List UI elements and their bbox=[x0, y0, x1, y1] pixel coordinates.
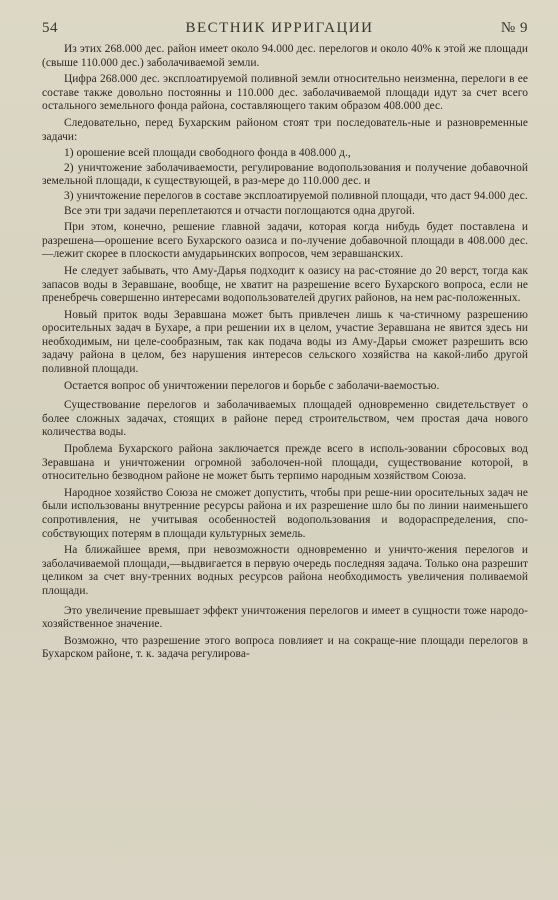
paragraph: Остается вопрос об уничтожении перелогов и борьбе с заболачи-ваемостью. bbox=[64, 379, 440, 392]
paragraph: Цифра 268.000 дес. эксплоатируемой поливной земли относительно неизменна, перелоги в ее составе также довольно постоянны и 110.000 дес. заболачиваемой площади идут за счет всего остального земельного фонда района, составляющего таким образом 408.000 дес. bbox=[42, 73, 528, 113]
paragraph: Народное хозяйство Союза не сможет допустить, чтобы при реше-нии оросительных задач не были использованы внутренние ресурсы района и их разрешение шло бы по линии наименьшего сопротивления, не учитывая особенностей водопользования и водораспределения, спо-собствующих потерям в площади культурных земель. bbox=[42, 486, 528, 540]
list-item: 2) уничтожение заболачиваемости, регулирование водопользования и получение добавочной земельной площади, к существующей, в раз-мере до 110.000 дес. и bbox=[42, 161, 528, 188]
journal-title: ВЕСТНИК ИРРИГАЦИИ bbox=[185, 20, 374, 36]
page-number: 54 bbox=[42, 20, 58, 36]
issue-number: № 9 bbox=[500, 20, 528, 36]
paragraph: Не следует забывать, что Аму-Дарья подходит к оазису на рас-стояние до 20 верст, тогда как запасов воды в Зеравшане, вообще, не хватит на разрешение всего Бухарского вопроса, если не пренебречь совершенно интересами водопользователей других районов, на нем рас-положенных. bbox=[42, 264, 528, 305]
paragraph: На ближайшее время, при невозможности одновременно и уничто-жения перелогов и заболачиваемой площади,—выдвигается в первую очередь последняя задача. Только она разрешит целиком за счет вну-тренних водных ресурсов района необходимость увеличения поливаемой площади. bbox=[42, 544, 528, 597]
paragraph: Из этих 268.000 дес. район имеет около 94.000 дес. перелогов и около 40% к этой же площади (свыше 110.000 дес.) заболачиваемой земли. bbox=[42, 43, 528, 69]
paragraph: Новый приток воды Зеравшана может быть привлечен лишь к ча-стичному разрешению оросительных задач в Бухаре, а при решении их в целом, участие Зеравшана не явится здесь ни необходимым, ни целе-сообразным, так как подача воды из Аму-Дарьи сможет разрешить всю задачу района в целом, без нарушения интересов сельского хозяйства на какой-либо другой поливной площади. bbox=[42, 308, 528, 376]
list-item: 1) орошение всей площади свободного фонда в 408.000 д., bbox=[64, 147, 351, 160]
paragraph: Возможно, что разрешение этого вопроса повлияет и на сокраще-ние площади перелогов в Бухарском районе, т. к. задача регулирова- bbox=[42, 634, 528, 661]
paragraph: Следовательно, перед Бухарским районом стоят три последователь-ные и разновременные задачи: bbox=[42, 116, 528, 143]
paragraph: Проблема Бухарского района заключается прежде всего в исполь-зовании сбросовых вод Зеравшана и уничтожении огромной заболочен-ной площади, существование которой, в относительно безводном районе не может быть терпимо народным хозяйством Союза. bbox=[42, 443, 528, 483]
page-header bbox=[42, 20, 528, 37]
list-item: 3) уничтожение перелогов в составе эксплоатируемой поливной площади, что даст 94.000 дес. bbox=[64, 189, 528, 202]
paragraph: При этом, конечно, решение главной задачи, которая когда нибудь будет поставлена и разрешена—орошение всего Бухарского оазиса и по-лучение добавочной площади в 408.000 дес.—лежит скорее в плоскости амударьинских вопросов, чем зеравшанских. bbox=[42, 221, 528, 261]
paragraph: Существование перелогов и заболачиваемых площадей одновременно свидетельствует о более сложных задачах, стоящих в районе перед строительством, чем простая дача нового количества воды. bbox=[42, 399, 528, 439]
paragraph: Все эти три задачи переплетаются и отчасти поглощаются одна другой. bbox=[64, 204, 415, 217]
paragraph: Это увеличение превышает эффект уничтожения перелогов и имеет в сущности тоже народо-хозяйственное значение. bbox=[42, 604, 528, 631]
article-body bbox=[42, 43, 528, 662]
